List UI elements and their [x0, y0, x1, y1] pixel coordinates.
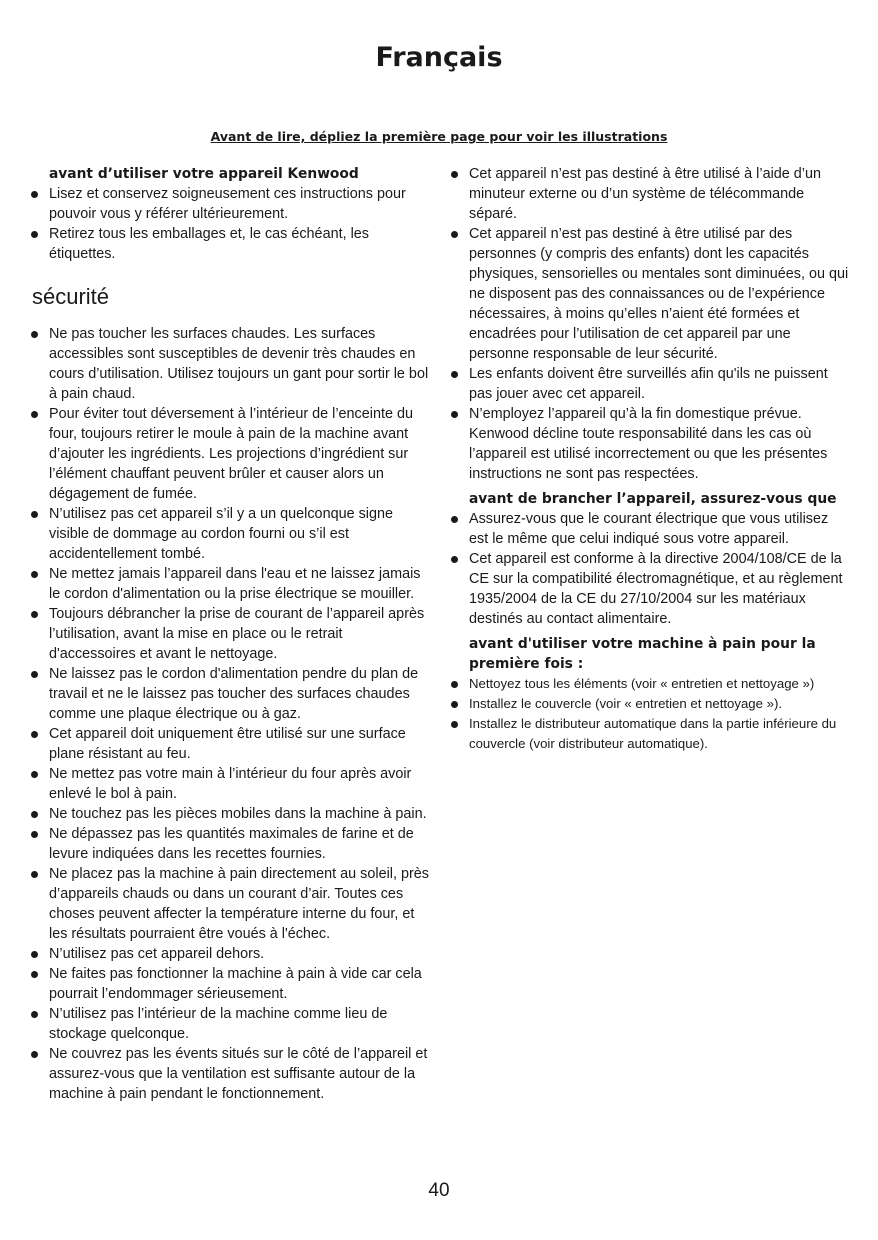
safety-heading: sécurité	[32, 284, 110, 309]
right-column	[450, 164, 850, 754]
list-item: Cet appareil doit uniquement être utilisé sur une surface plane résistant au feu.	[30, 724, 430, 764]
list-item: Ne laissez pas le cordon d'alimentation pendre du plan de travail et ne le laissez pas toucher des surfaces chaudes comme une plaque électrique ou à gaz.	[30, 664, 430, 724]
plug-heading: avant de brancher l’appareil, assurez-vous que	[469, 491, 837, 507]
list-item: Retirez tous les emballages et, le cas échéant, les étiquettes.	[30, 224, 430, 264]
list-item: Assurez-vous que le courant électrique que vous utilisez est le même que celui indiqué sous votre appareil.	[450, 509, 850, 549]
first-use-list	[450, 674, 850, 754]
page-title: Français	[375, 42, 503, 73]
list-item: Toujours débrancher la prise de courant de l’appareil après l’utilisation, avant la mise en place ou le retrait d'accessoires et avant le nettoyage.	[30, 604, 430, 664]
list-item: Cet appareil est conforme à la directive 2004/108/CE de la CE sur la compatibilité électromagnétique, et au règlement 1935/2004 de la CE du 27/10/2004 sur les matériaux destinés au contact alimentaire.	[450, 549, 850, 629]
list-item: N’utilisez pas l’intérieur de la machine comme lieu de stockage quelconque.	[30, 1004, 430, 1044]
list-item: Pour éviter tout déversement à l’intérieur de l’enceinte du four, toujours retirer le moule à pain de la machine avant d’ajouter les ingrédients. Les projections d’ingrédient sur l’élément chauffant peuvent brûler et causer alors un dégagement de fumée.	[30, 404, 430, 504]
list-item: Ne pas toucher les surfaces chaudes. Les surfaces accessibles sont susceptibles de devenir très chaudes en cours d’utilisation. Utilisez toujours un gant pour sortir le bol à pain chaud.	[30, 324, 430, 404]
list-item: Ne couvrez pas les évents situés sur le côté de l’appareil et assurez-vous que la ventilation est suffisante autour de la machine à pain pendant le fonctionnement.	[30, 1044, 430, 1104]
list-item: Ne dépassez pas les quantités maximales de farine et de levure indiquées dans les recettes fournies.	[30, 824, 430, 864]
list-item: Installez le couvercle (voir « entretien et nettoyage »).	[450, 694, 850, 714]
list-item: Ne mettez jamais l’appareil dans l'eau et ne laissez jamais le cordon d'alimentation ou la prise électrique se mouiller.	[30, 564, 430, 604]
plug-list	[450, 509, 850, 629]
list-item: Ne faites pas fonctionner la machine à pain à vide car cela pourrait l’endommager sérieusement.	[30, 964, 430, 1004]
list-item: Les enfants doivent être surveillés afin qu'ils ne puissent pas jouer avec cet appareil.	[450, 364, 850, 404]
list-item: Ne touchez pas les pièces mobiles dans la machine à pain.	[30, 804, 430, 824]
list-item: N’utilisez pas cet appareil s’il y a un quelconque signe visible de dommage au cordon fourni ou s’il est accidentellement tombé.	[30, 504, 430, 564]
left-column	[30, 164, 430, 1104]
page-number: 40	[428, 1180, 450, 1201]
list-item: Ne placez pas la machine à pain directement au soleil, près d’appareils chauds ou dans un courant d’air. Toutes ces choses peuvent affecter la température interne du four, et les résultats pourraient être voués à l'échec.	[30, 864, 430, 944]
intro-heading: avant d’utiliser votre appareil Kenwood	[49, 166, 359, 182]
list-item: Lisez et conservez soigneusement ces instructions pour pouvoir vous y référer ultérieurement.	[30, 184, 430, 224]
list-item: Ne mettez pas votre main à l’intérieur du four après avoir enlevé le bol à pain.	[30, 764, 430, 804]
list-item: Nettoyez tous les éléments (voir « entretien et nettoyage »)	[450, 674, 850, 694]
list-item: N’employez l’appareil qu’à la fin domestique prévue. Kenwood décline toute responsabilité dans les cas où l’appareil est utilisé incorrectement ou que les présentes instructions ne sont pas respectées.	[450, 404, 850, 484]
intro-list	[30, 184, 430, 264]
safety-list	[30, 324, 430, 1104]
list-item: Installez le distributeur automatique dans la partie inférieure du couvercle (voir distributeur automatique).	[450, 714, 850, 754]
page-subtitle: Avant de lire, dépliez la première page pour voir les illustrations	[210, 129, 668, 144]
list-item: Cet appareil n’est pas destiné à être utilisé par des personnes (y compris des enfants) dont les capacités physiques, sensorielles ou mentales sont diminuées, ou qui ne disposent pas des connaissances ou de l’expérience nécessaires, à moins qu’elles n’aient été formées et encadrées pour l’utilisation de cet appareil par une personne responsable de leur sécurité.	[450, 224, 850, 364]
list-item: N’utilisez pas cet appareil dehors.	[30, 944, 430, 964]
first-use-heading: avant d'utiliser votre machine à pain pour la première fois :	[469, 636, 816, 672]
list-item: Cet appareil n’est pas destiné à être utilisé à l’aide d’un minuteur externe ou d’un système de télécommande séparé.	[450, 164, 850, 224]
safety-list-continued	[450, 164, 850, 484]
